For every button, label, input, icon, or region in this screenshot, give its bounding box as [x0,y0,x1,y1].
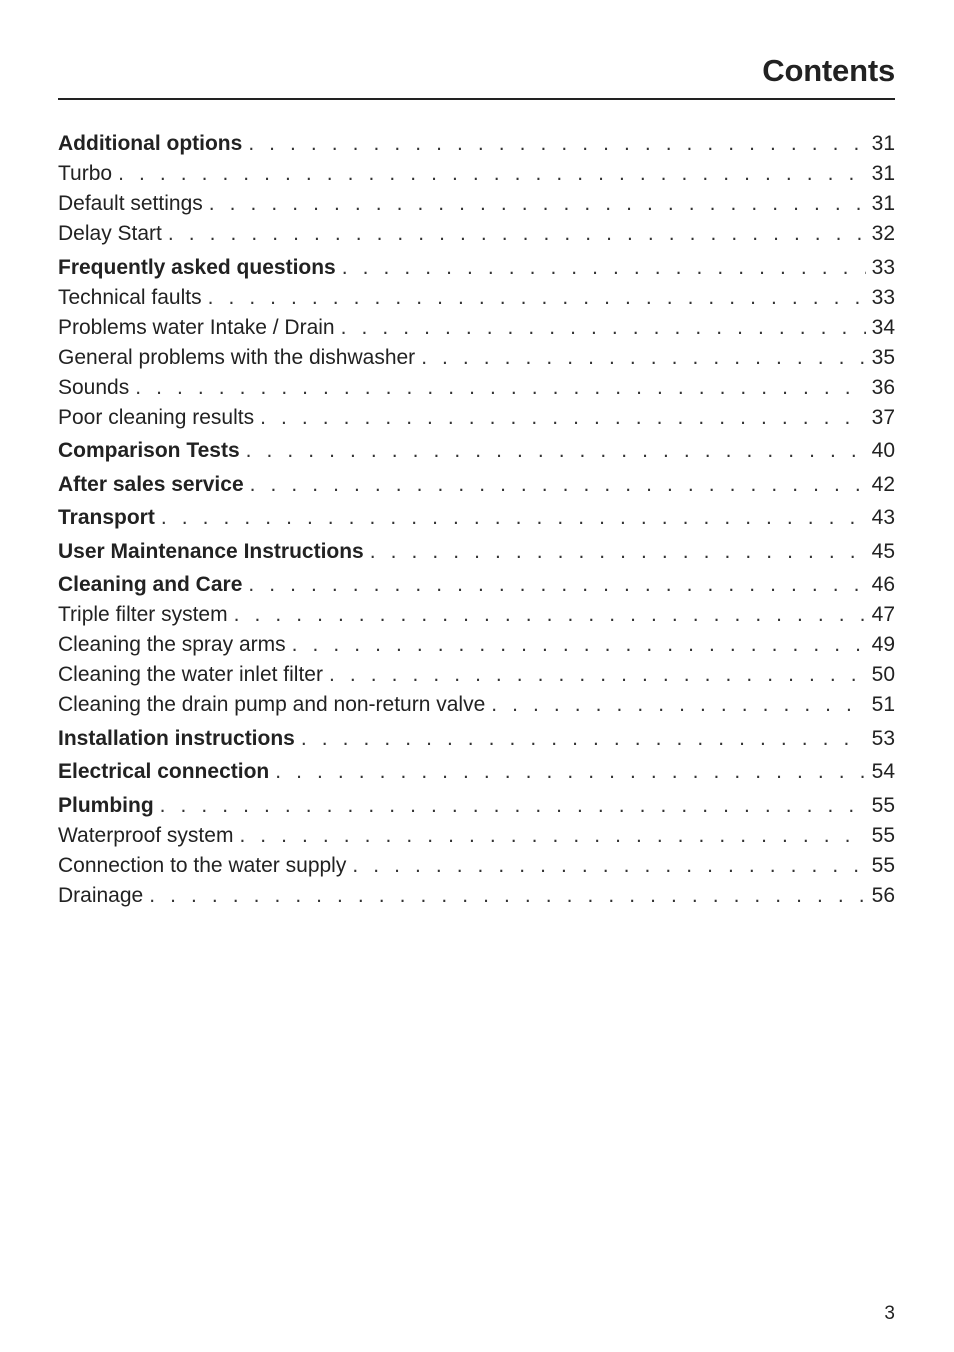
dot-leader [421,343,865,373]
page-title: Contents [762,53,895,88]
toc-section-entry[interactable] [58,537,895,567]
toc-entry-page: 42 [871,472,895,496]
dot-leader [209,189,866,219]
toc-subsection-entry[interactable] [58,630,895,660]
toc-section-entry[interactable] [58,724,895,754]
toc-entry-page: 51 [871,693,895,716]
toc-entry-page: 55 [871,853,895,877]
toc-entry-label: Default settings [58,192,203,215]
toc-entry-label: Triple filter system [58,603,228,626]
toc-entry-page: 36 [871,375,895,399]
dot-leader [248,129,865,159]
toc-subsection-entry[interactable] [58,851,895,881]
toc-subsection-entry[interactable] [58,313,895,343]
toc-section-entry[interactable] [58,503,895,533]
toc-section-entry[interactable] [58,757,895,787]
toc-entry-label: Technical faults [58,285,202,309]
toc-subsection-entry[interactable] [58,821,895,851]
dot-leader [301,724,866,754]
dot-leader [275,757,865,787]
toc-entry-label: Frequently asked questions [58,255,336,279]
toc-entry-page: 40 [871,439,895,462]
toc-entry-label: Cleaning the spray arms [58,633,286,656]
toc-section-entry[interactable] [58,791,895,821]
toc-subsection-entry[interactable] [58,283,895,313]
dot-leader [248,570,865,600]
toc-entry-label: After sales service [58,472,244,496]
toc-entry-label: Cleaning the drain pump and non-return valve [58,693,486,716]
dot-leader [168,219,866,249]
toc-entry-page: 55 [871,793,895,817]
toc-entry-page: 53 [871,726,895,750]
dot-leader [149,881,865,911]
toc-entry-page: 49 [871,633,895,656]
dot-leader [342,253,866,283]
toc-subsection-entry[interactable] [58,189,895,219]
toc-entry-label: Sounds [58,375,130,399]
toc-entry-label: Delay Start [58,222,162,245]
toc-entry-label: User Maintenance Instructions [58,539,364,563]
dot-leader [260,403,866,433]
toc-entry-label: Cleaning the water inlet filter [58,663,323,686]
toc-entry-page: 55 [871,823,895,847]
toc-entry-page: 35 [871,345,895,369]
toc-subsection-entry[interactable] [58,690,895,720]
dot-leader [208,283,866,313]
toc-entry-page: 50 [871,663,895,686]
toc-section-entry[interactable] [58,129,895,159]
dot-leader [246,436,866,466]
toc-entry-page: 31 [871,192,895,215]
dot-leader [160,791,866,821]
toc-entry-label: Electrical connection [58,760,270,783]
toc-subsection-entry[interactable] [58,881,895,911]
toc-entry-page: 45 [871,539,895,563]
dot-leader [234,600,866,630]
toc-entry-label: Connection to the water supply [58,853,347,877]
table-of-contents [58,129,895,911]
toc-entry-page: 37 [871,405,895,429]
dot-leader [352,851,865,881]
toc-entry-label: Waterproof system [58,823,234,847]
toc-entry-label: Installation instructions [58,726,295,750]
toc-subsection-entry[interactable] [58,219,895,249]
toc-subsection-entry[interactable] [58,159,895,189]
toc-subsection-entry[interactable] [58,403,895,433]
toc-entry-page: 43 [871,506,895,529]
toc-entry-label: Additional options [58,132,243,155]
toc-entry-page: 46 [871,573,895,596]
toc-entry-label: Drainage [58,883,144,907]
toc-entry-label: Comparison Tests [58,439,240,462]
toc-entry-label: Transport [58,506,155,529]
dot-leader [341,313,866,343]
toc-entry-label: Cleaning and Care [58,573,243,596]
toc-entry-page: 54 [871,760,895,783]
toc-entry-label: Problems water Intake / Drain [58,315,335,339]
toc-entry-label: Turbo [58,162,113,185]
toc-subsection-entry[interactable] [58,373,895,403]
toc-section-entry[interactable] [58,253,895,283]
dot-leader [250,470,866,500]
toc-entry-label: General problems with the dishwasher [58,345,416,369]
toc-subsection-entry[interactable] [58,600,895,630]
toc-section-entry[interactable] [58,570,895,600]
toc-entry-page: 31 [871,162,895,185]
dot-leader [118,159,866,189]
toc-subsection-entry[interactable] [58,660,895,690]
toc-entry-page: 56 [871,883,895,907]
dot-leader [370,537,866,567]
toc-entry-page: 31 [871,132,895,155]
toc-entry-page: 33 [871,285,895,309]
title-divider [58,98,895,100]
dot-leader [239,821,865,851]
dot-leader [329,660,866,690]
toc-section-entry[interactable] [58,470,895,500]
dot-leader [292,630,866,660]
dot-leader [161,503,866,533]
toc-entry-page: 47 [871,603,895,626]
page-number: 3 [884,1303,895,1324]
toc-subsection-entry[interactable] [58,343,895,373]
toc-entry-page: 32 [871,222,895,245]
toc-section-entry[interactable] [58,436,895,466]
toc-entry-label: Poor cleaning results [58,405,255,429]
dot-leader [135,373,865,403]
dot-leader [491,690,865,720]
toc-entry-page: 34 [871,315,895,339]
toc-entry-label: Plumbing [58,793,154,817]
toc-entry-page: 33 [871,255,895,279]
